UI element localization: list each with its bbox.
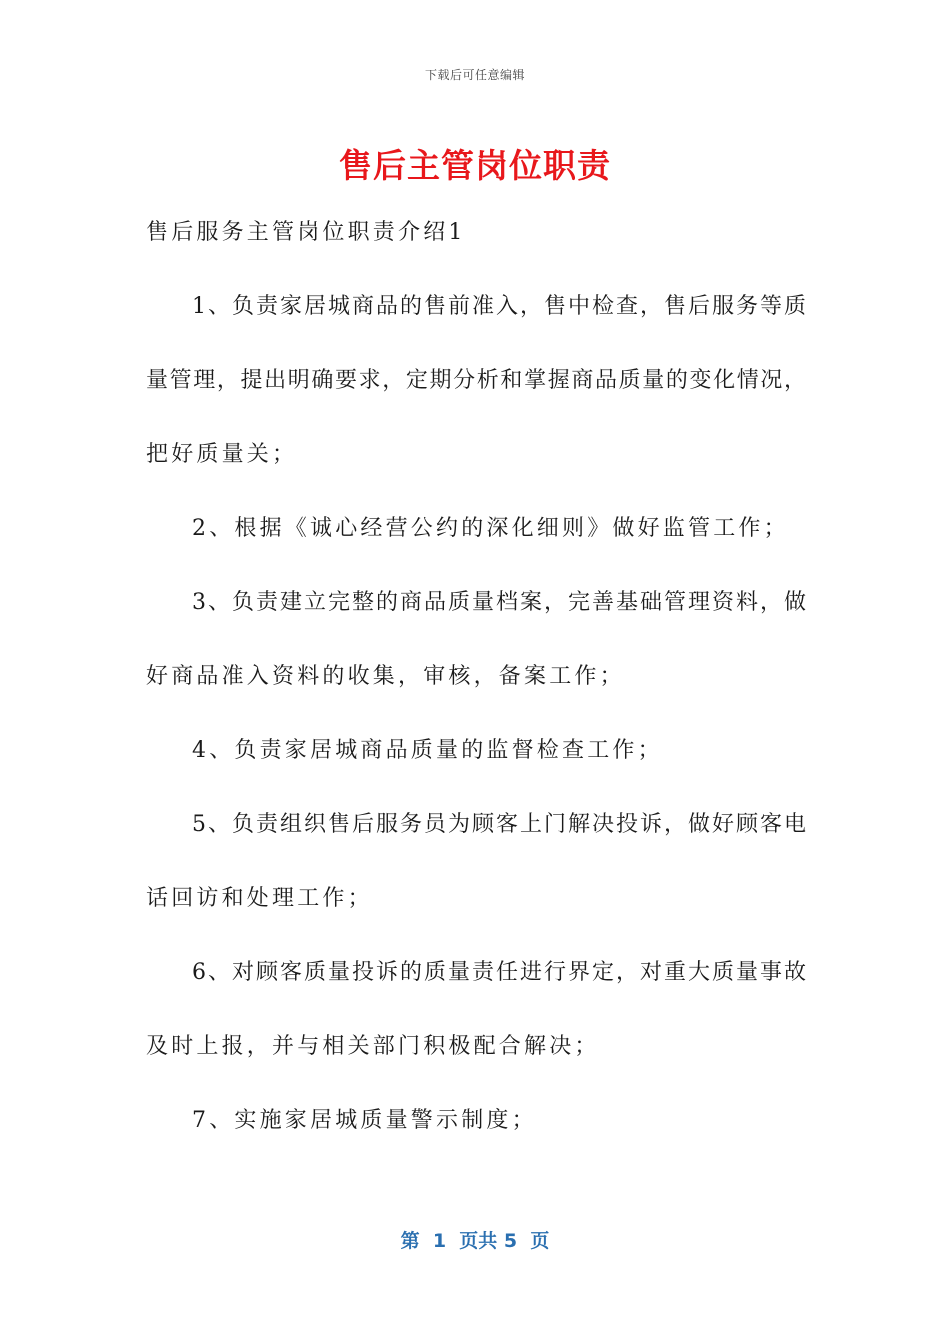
paragraph-line: 好商品准入资料的收集，审核，备案工作； bbox=[146, 664, 625, 689]
section-heading: 售后服务主管岗位职责介绍1 bbox=[146, 220, 466, 245]
document-body bbox=[146, 196, 806, 1158]
paragraph-line: 量管理，提出明确要求，定期分析和掌握商品质量的变化情况， bbox=[146, 368, 806, 393]
paragraph-line: 5、负责组织售后服务员为顾客上门解决投诉，做好顾客电 bbox=[192, 812, 806, 837]
paragraph-line: 及时上报，并与相关部门积极配合解决； bbox=[146, 1034, 600, 1059]
paragraph-line: 把好质量关； bbox=[146, 442, 298, 467]
paragraph-line: 3、负责建立完整的商品质量档案，完善基础管理资料，做 bbox=[192, 590, 806, 615]
paragraph-line: 7、实施家居城质量警示制度； bbox=[192, 1108, 537, 1133]
paragraph-line: 话回访和处理工作； bbox=[146, 886, 373, 911]
paragraph-line: 6、对顾客质量投诉的质量责任进行界定，对重大质量事故 bbox=[192, 960, 806, 985]
document-title: 售后主管岗位职责 bbox=[339, 146, 611, 185]
paragraph-line: 4、负责家居城商品质量的监督检查工作； bbox=[192, 738, 663, 763]
paragraph-line: 2、根据《诚心经营公约的深化细则》做好监管工作； bbox=[192, 516, 789, 541]
paragraph-line: 1、负责家居城商品的售前准入，售中检查，售后服务等质 bbox=[192, 294, 806, 319]
page-footer: 第 1 页共 5 页 bbox=[400, 1230, 550, 1252]
header-note: 下载后可任意编辑 bbox=[424, 68, 525, 82]
